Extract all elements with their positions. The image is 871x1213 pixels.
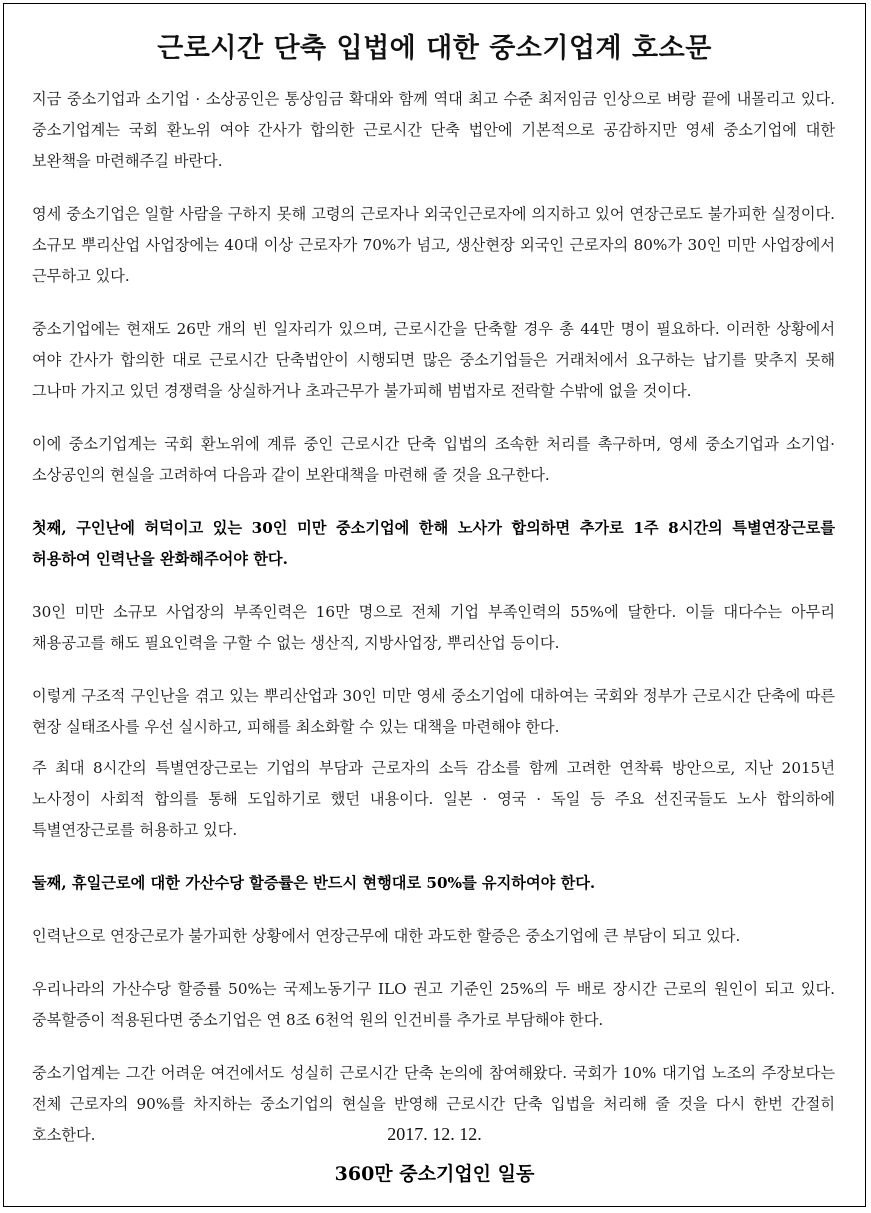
- paragraph-closing-appeal: 중소기업계는 그간 어려운 여건에서도 성실히 근로시간 단축 논의에 참여해왔다. 국회가 10% 대기업 노조의 주장보다는 전체 근로자의 90%를 차지하는 중소기업의 현실을 반영해 근로시간 단축 입법을 처리해 줄 것을 다시 한번 간절히 호소한다.: [32, 1064, 835, 1144]
- document-frame: [3, 3, 866, 1207]
- paragraph-overtime-burden: 인력난으로 연장근로가 불가피한 상황에서 연장근무에 대한 과도한 할증은 중소기업에 큰 부담이 되고 있다.: [32, 927, 741, 945]
- paragraph-demand: 이에 중소기업계는 국회 환노위에 계류 중인 근로시간 단축 입법의 조속한 처리를 촉구하며, 영세 중소기업과 소기업·소상공인의 현실을 고려하여 다음과 같이 보완대책을 마련해 줄 것을 요구한다.: [32, 435, 835, 484]
- paragraph-first-demand: 첫째, 구인난에 허덕이고 있는 30인 미만 중소기업에 한해 노사가 합의하면 추가로 1주 8시간의 특별연장근로를 허용하여 인력난을 완화해주어야 한다.: [32, 519, 835, 568]
- document-body: [32, 84, 835, 1173]
- paragraph-vacancies: 중소기업에는 현재도 26만 개의 빈 일자리가 있으며, 근로시간을 단축할 경우 총 44만 명이 필요하다. 이러한 상황에서 여야 간사가 합의한 대로 근로시간 단축법안이 시행되면 많은 중소기업들은 거래처에서 요구하는 납기를 맞추지 못해 그나마 가지고 있던 경쟁력을 상실하거나 초과근무가 불가피해 범법자로 전락할 수밖에 없을 것이다.: [32, 320, 835, 400]
- paragraph-intro: 지금 중소기업과 소기업 · 소상공인은 통상임금 확대와 함께 역대 최고 수준 최저임금 인상으로 벼랑 끝에 내몰리고 있다. 중소기업계는 국회 환노위 여야 간사가 합의한 근로시간 단축 법안에 기본적으로 공감하지만 영세 중소기업에 대한 보완책을 마련해주길 바란다.: [32, 90, 835, 170]
- document-signature: 360만 중소기업인 일동: [334, 1163, 535, 1185]
- paragraph-survey-request: 이렇게 구조적 구인난을 겪고 있는 뿌리산업과 30인 미만 영세 중소기업에 대하여는 국회와 정부가 근로시간 단축에 따른 현장 실태조사를 우선 실시하고, 피해를 최소화할 수 있는 대책을 마련해야 한다.: [32, 687, 835, 736]
- paragraph-second-demand: 둘째, 휴일근로에 대한 가산수당 할증률은 반드시 현행대로 50%를 유지하여야 한다.: [32, 874, 596, 892]
- paragraph-labor-shortage: 영세 중소기업은 일할 사람을 구하지 못해 고령의 근로자나 외국인근로자에 의지하고 있어 연장근로도 불가피한 실정이다. 소규모 뿌리산업 사업장에는 40대 이상 근로자가 70%가 넘고, 생산현장 외국인 근로자의 80%가 30인 미만 사업장에서 근무하고 있다.: [32, 205, 835, 285]
- document-title: 근로시간 단축 입법에 대한 중소기업계 호소문: [157, 33, 712, 64]
- document-date: 2017. 12. 12.: [387, 1124, 482, 1144]
- paragraph-small-business-shortage: 30인 미만 소규모 사업장의 부족인력은 16만 명으로 전체 기업 부족인력의 55%에 달한다. 이들 대다수는 아무리 채용공고를 해도 필요인력을 구할 수 없는 생산직, 지방사업장, 뿌리산업 등이다.: [32, 603, 835, 652]
- paragraph-ilo-standard: 우리나라의 가산수당 할증률 50%는 국제노동기구 ILO 권고 기준인 25%의 두 배로 장시간 근로의 원인이 되고 있다. 중복할증이 적용된다면 중소기업은 연 8조 6천억 원의 인건비를 추가로 부담해야 한다.: [32, 980, 835, 1029]
- paragraph-special-overtime: 주 최대 8시간의 특별연장근로는 기업의 부담과 근로자의 소득 감소를 함께 고려한 연착륙 방안으로, 지난 2015년 노사정이 사회적 합의를 통해 도입하기로 했던 내용이다. 일본 · 영국 · 독일 등 주요 선진국들도 노사 합의하에 특별연장근로를 허용하고 있다.: [32, 759, 835, 839]
